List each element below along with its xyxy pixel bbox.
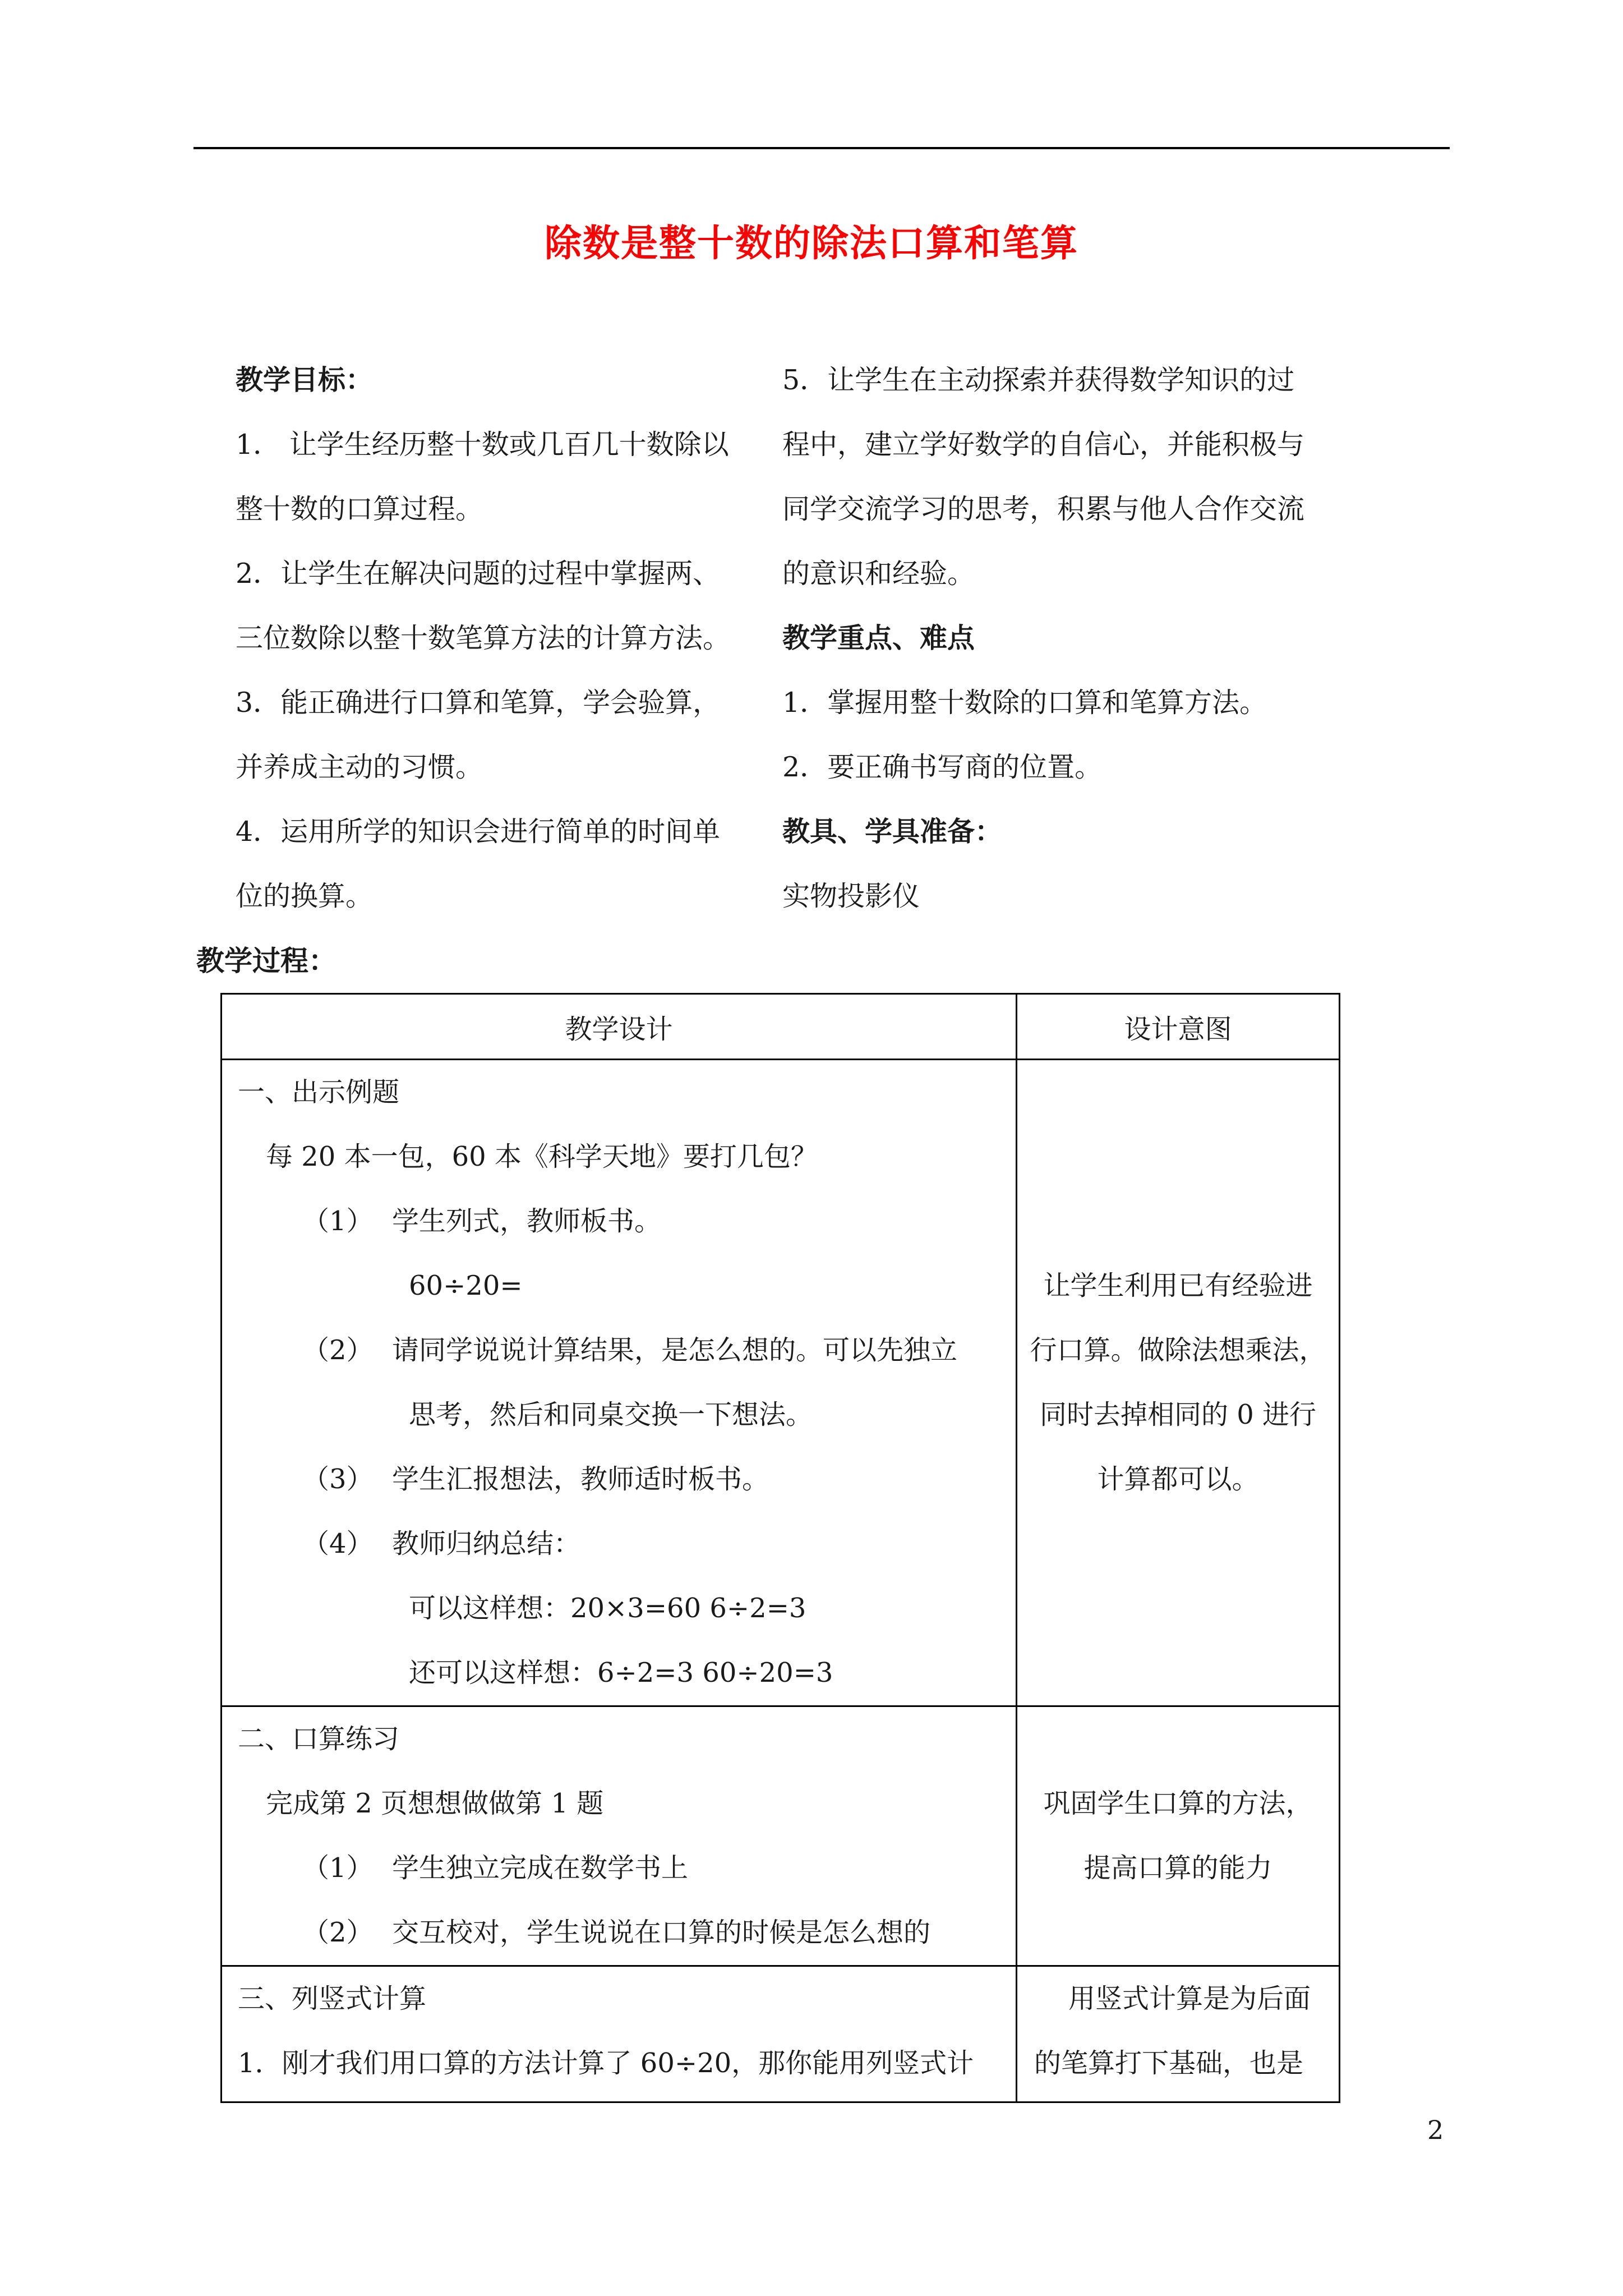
objectives-column bbox=[236, 348, 763, 928]
objective-line: 4．运用所学的知识会进行简单的时间单 bbox=[236, 816, 721, 848]
column-header-intent: 设计意图 bbox=[1017, 994, 1340, 1060]
objective-line: 5．让学生在主动探索并获得数学知识的过 bbox=[782, 364, 1295, 396]
design-cell-section3 bbox=[222, 1966, 1017, 2102]
intent-line: 计算都可以。 bbox=[1097, 1464, 1259, 1495]
step-number: （2） bbox=[302, 1335, 374, 1366]
page-number: 2 bbox=[1427, 2115, 1444, 2145]
objective-line: 位的换算。 bbox=[236, 880, 374, 912]
section-title: 二、口算练习 bbox=[238, 1723, 400, 1755]
formula: 60÷20= bbox=[409, 1270, 523, 1301]
step-text: 学生独立完成在数学书上 bbox=[392, 1852, 689, 1884]
step-continuation: 思考，然后和同桌交换一下想法。 bbox=[409, 1399, 813, 1430]
step-number: （1） bbox=[302, 1852, 374, 1884]
step-text: 学生汇报想法，教师适时板书。 bbox=[392, 1464, 769, 1495]
objective-line: 的意识和经验。 bbox=[782, 558, 975, 590]
intent-line: 的笔算打下基础，也是 bbox=[1034, 2047, 1304, 2079]
objective-line: 三位数除以整十数笔算方法的计算方法。 bbox=[236, 622, 731, 654]
method-line: 还可以这样想：6÷2=3 60÷20=3 bbox=[409, 1657, 833, 1688]
intent-line: 同时去掉相同的 0 进行 bbox=[1039, 1399, 1317, 1430]
design-cell-section2 bbox=[222, 1706, 1017, 1966]
process-heading: 教学过程： bbox=[196, 944, 336, 977]
section-title: 一、出示例题 bbox=[238, 1076, 400, 1108]
objective-line: 2．让学生在解决问题的过程中掌握两、 bbox=[236, 558, 721, 590]
intent-line: 行口算。做除法想乘法， bbox=[1030, 1335, 1326, 1366]
objective-line: 1． 让学生经历整十数或几百几十数除以 bbox=[236, 429, 729, 461]
step-number: （2） bbox=[302, 1917, 374, 1948]
intent-line: 用竖式计算是为后面 bbox=[1034, 1983, 1311, 2014]
objective-line: 同学交流学习的思考，积累与他人合作交流 bbox=[782, 493, 1305, 525]
intent-line: 提高口算的能力 bbox=[1083, 1852, 1272, 1884]
objective-line: 并养成主动的习惯。 bbox=[236, 751, 483, 783]
practice-task: 完成第 2 页想想做做第 1 题 bbox=[266, 1788, 604, 1819]
tools-text: 实物投影仪 bbox=[782, 880, 920, 912]
step-number: （4） bbox=[302, 1528, 374, 1559]
step-text: 交互校对，学生说说在口算的时候是怎么想的 bbox=[392, 1917, 931, 1948]
lesson-plan-table bbox=[220, 993, 1340, 2103]
key-points-heading: 教学重点、难点 bbox=[782, 622, 975, 654]
step-text: 教师归纳总结： bbox=[392, 1528, 581, 1559]
step-text: 请同学说说计算结果，是怎么想的。可以先独立 bbox=[392, 1335, 958, 1366]
method-line: 可以这样想：20×3=60 6÷2=3 bbox=[409, 1593, 806, 1624]
intent-line: 巩固学生口算的方法， bbox=[1043, 1788, 1313, 1819]
section-line: 1．刚才我们用口算的方法计算了 60÷20，那你能用列竖式计 bbox=[238, 2047, 974, 2079]
document-title: 除数是整十数的除法口算和笔算 bbox=[545, 221, 1078, 265]
objective-line: 3．能正确进行口算和笔算，学会验算， bbox=[236, 687, 721, 719]
objectives-right-column bbox=[782, 348, 1321, 928]
header-rule bbox=[193, 147, 1450, 149]
key-point-item: 1．掌握用整十数除的口算和笔算方法。 bbox=[782, 687, 1267, 719]
step-number: （1） bbox=[302, 1205, 374, 1237]
key-point-item: 2．要正确书写商的位置。 bbox=[782, 751, 1103, 783]
tools-heading: 教具、学具准备： bbox=[782, 815, 1003, 848]
intent-cell-section1 bbox=[1017, 1060, 1340, 1706]
intent-line: 让学生利用已有经验进 bbox=[1043, 1270, 1313, 1301]
design-cell-section1 bbox=[222, 1060, 1017, 1706]
step-text: 学生列式，教师板书。 bbox=[392, 1205, 662, 1237]
intent-cell-section2 bbox=[1017, 1706, 1340, 1966]
column-header-design: 教学设计 bbox=[222, 994, 1017, 1060]
intent-cell-section3 bbox=[1017, 1966, 1340, 2102]
step-number: （3） bbox=[302, 1464, 374, 1495]
objective-line: 整十数的口算过程。 bbox=[236, 493, 483, 525]
section-title: 三、列竖式计算 bbox=[238, 1983, 427, 2014]
objectives-heading: 教学目标： bbox=[236, 364, 374, 396]
example-question: 每 20 本一包，60 本《科学天地》要打几包？ bbox=[266, 1141, 818, 1172]
objective-line: 程中，建立学好数学的自信心，并能积极与 bbox=[782, 429, 1305, 461]
